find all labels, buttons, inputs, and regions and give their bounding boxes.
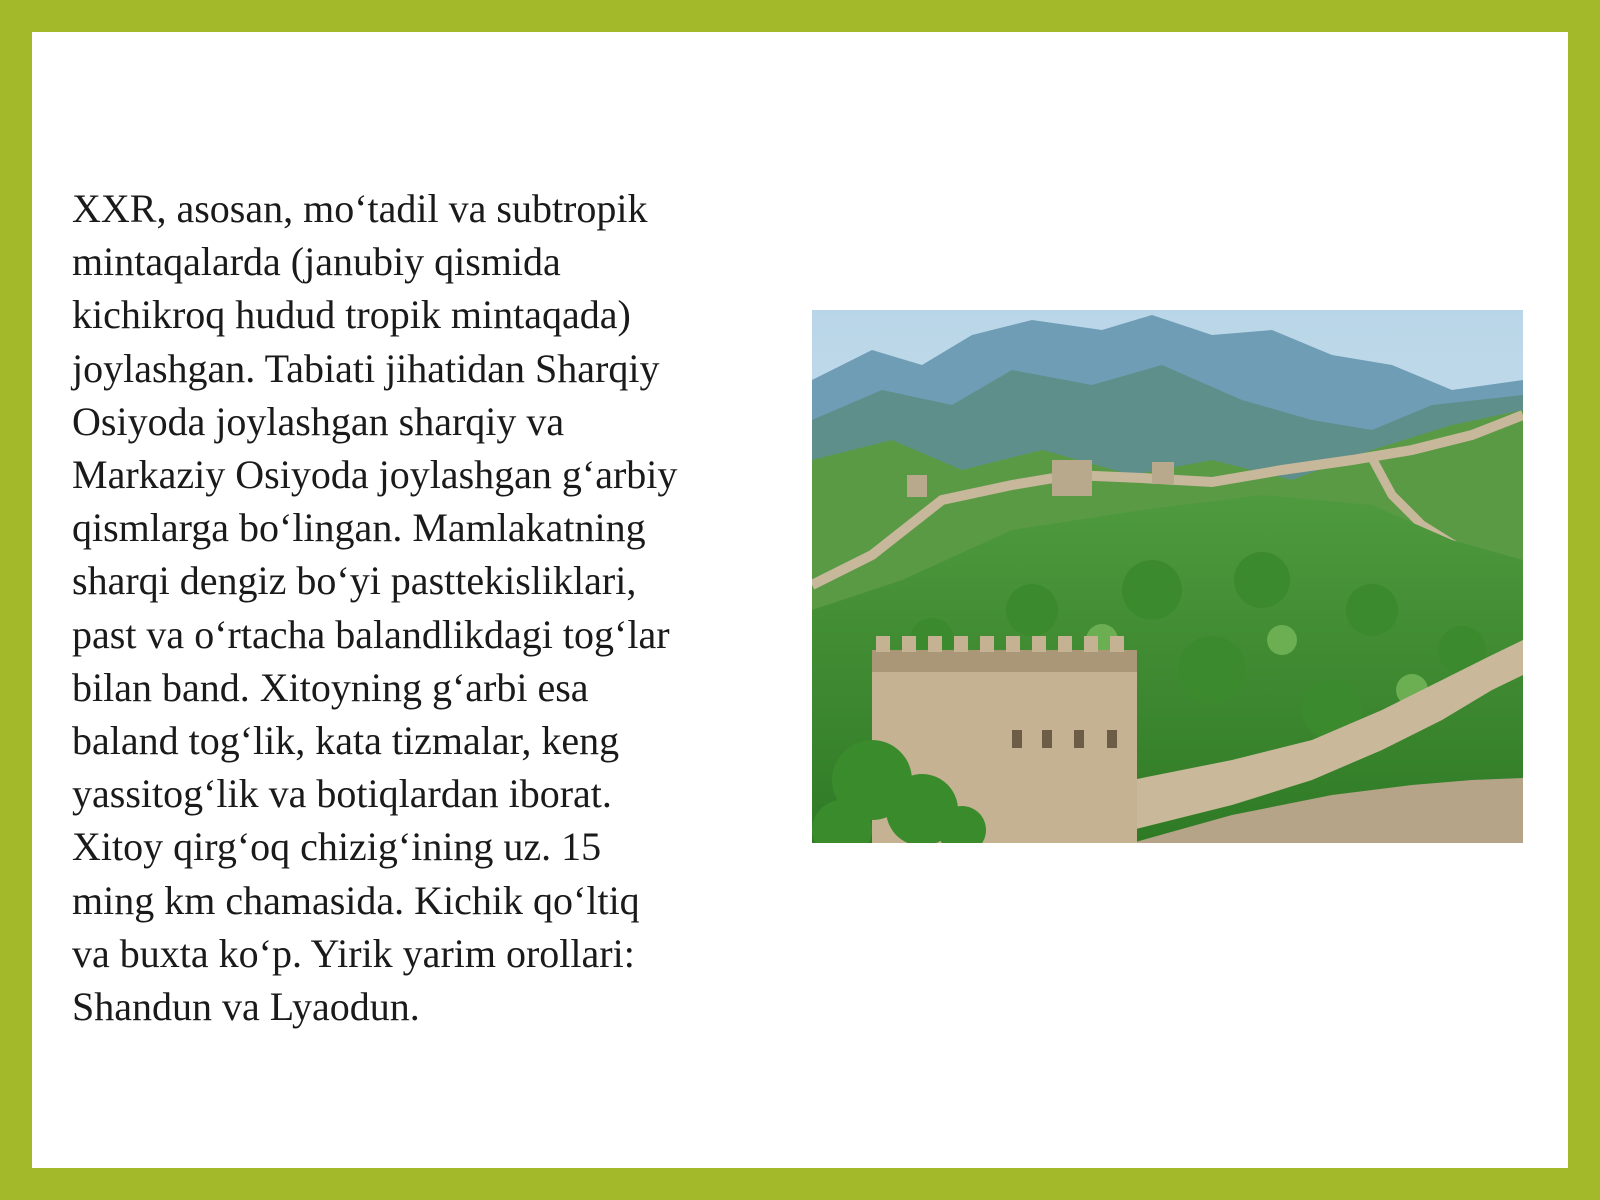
great-wall-photo-icon <box>812 310 1523 843</box>
slide-body-text: XXR, asosan, mo‘tadil va subtropik mintaqalarda (janubiy qismida kichikroq hudud tropik mintaqada) joylashgan. Tabiati jihatidan Sharqiy Osiyoda joylashgan sharqiy va Markaziy Osiyoda joylashgan g‘arbiy qismlarga bo‘lingan. Mamlakatning sharqi dengiz bo‘yi pasttekisliklari, past va o‘rtacha balandlikdagi tog‘lar bilan band. Xitoyning g‘arbi esa baland tog‘lik, kata tizmalar, keng yassitog‘lik va botiqlardan iborat. Xitoy qirg‘oq chizig‘ining uz. 15 ming km chamasida. Kichik qo‘ltiq va buxta ko‘p. Yirik yarim orollari: Shandun va Lyaodun. <box>72 186 678 1030</box>
great-wall-photo <box>812 310 1523 843</box>
slide <box>32 32 1568 1168</box>
